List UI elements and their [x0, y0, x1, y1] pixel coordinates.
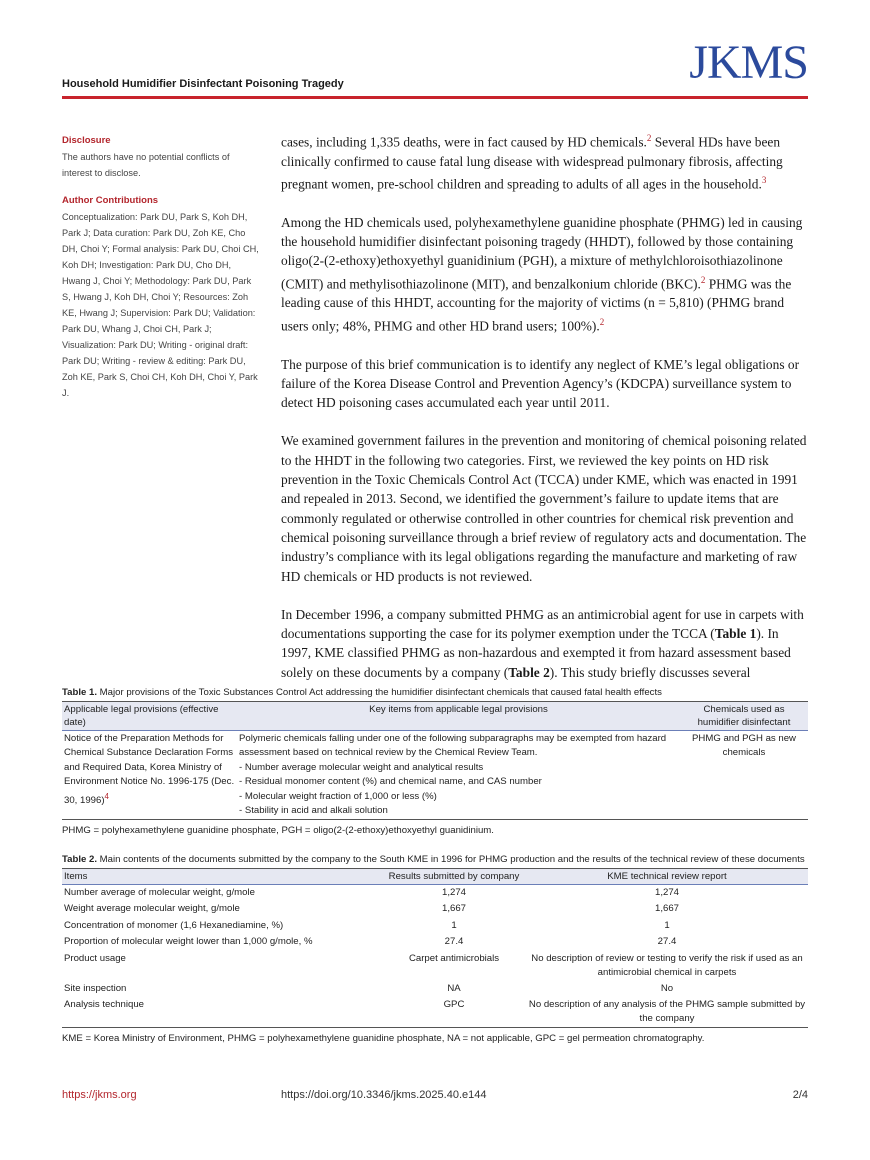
main-text: [281, 129, 808, 701]
table-2-caption: Table 2. Main contents of the documents submitted by the company to the South KME in 1996 for PHMG production and the results of the technical review of these documents: [62, 854, 805, 865]
table-1-cell: Polymeric chemicals falling under one of the following subparagraphs may be exempted from hazard assessment based on technical review by the Chemical Review Team. - Number average molecular weight and analytical results - Residual monomer content (%) and chemical name, and CAS number - Molecular weight fraction of 1,000 or less (%) - Stability in acid and alkali solution: [237, 731, 680, 820]
table-1-caption: Table 1. Major provisions of the Toxic Substances Control Act addressing the humidifier disinfectant chemicals that caused fatal health effects: [62, 687, 662, 698]
header-rule: [62, 96, 808, 99]
table-row: Site inspection NA No: [64, 982, 674, 994]
table-1-footnote: PHMG = polyhexamethylene guanidine phosphate, PGH = oligo(2-(2-ethoxy)ethoxyethyl guanidinium.: [62, 825, 494, 837]
table-row: Weight average molecular weight, g/mole 1,667 1,667: [64, 903, 679, 915]
doi-link[interactable]: https://doi.org/10.3346/jkms.2025.40.e144: [281, 1089, 487, 1101]
table-2: [62, 853, 808, 1044]
table-2-header: Items: [62, 869, 382, 885]
running-title: Household Humidifier Disinfectant Poisoning Tragedy: [62, 78, 344, 90]
paragraph-3: The purpose of this brief communication is to identify any neglect of KME’s legal obligations or failure of the Korea Disease Control and Prevention Agency’s (KDCPA) surveillance system to detect HD poisoning cases accumulated each year until 2011.: [281, 356, 800, 411]
paragraph-5: In December 1996, a company submitted PHMG as an antimicrobial agent for use in carpets with documentations supporting the case for its polymer exemption under the TCCA (Table 1). In 1997, KME classified PHMG as non-hazardous and exempted it from hazard assessment based solely on these documents by a company (Table 2). This study briefly discusses several: [281, 606, 804, 680]
table-1-cell: PHMG and PGH as new chemicals: [680, 731, 808, 820]
table-1-link[interactable]: Table 1: [714, 626, 757, 642]
paragraph-1: cases, including 1,335 deaths, were in fact caused by HD chemicals.$^2$ Several HDs have been clinically confirmed to cause fatal lung disease with widespread pulmonary fibrosis, affecting pregnant women, pre-school children and spreading to adults of all ages in the household.$^3$: [281, 133, 783, 192]
paragraph-4: We examined government failures in the prevention and monitoring of chemical poisoning related to the HHDT in the following two categories. First, we reviewed the key points on HD risk prevention in the Toxic Chemicals Control Act (TCCA) under KME, which was enacted in 1991 and repealed in 2013. Second, we identified the government’s failure to update items that are commonly regulated or otherwise controlled in other countries for chemical risk prevention and chemical poisoning surveillance through a brief review of regulatory acts and documentation. The industry’s compliance with its legal obligations regarding the manufacture and marketing of raw HD chemicals or HD products is not reviewed.: [281, 433, 807, 584]
table-row: Concentration of monomer (1,6 Hexanediamine, %) 1 1: [64, 919, 670, 931]
page-header: [62, 38, 808, 102]
table-1-header: Key items from applicable legal provisions: [237, 702, 680, 731]
disclosure-text: The authors have no potential conflicts of interest to disclose.: [62, 152, 230, 178]
page-number: 2/4: [792, 1089, 808, 1101]
table-row: Proportion of molecular weight lower than 1,000 g/mole, % 27.4 27.4: [64, 936, 677, 948]
citation-link[interactable]: 2: [599, 316, 605, 327]
citation-link[interactable]: 4: [104, 791, 109, 801]
table-1-cell: Notice of the Preparation Methods for Chemical Substance Declaration Forms and Required Data, Korea Ministry of Environment Notice No. 1996-175 (Dec. 30, 1996)$^4$: [62, 731, 237, 820]
table-row: Product usage Carpet antimicrobials No description of review or testing to verify the risk if used as an antimicrobial chemical in carpets: [64, 952, 803, 978]
table-1-header: Applicable legal provisions (effective date): [62, 702, 237, 731]
table-2-header: Results submitted by company: [382, 869, 526, 885]
contributions-text: Conceptualization: Park DU, Park S, Koh DH, Park J; Data curation: Park DU, Zoh KE, Cho DH, Choi Y; Formal analysis: Park DU, Choi CH, Koh DH; Investigation: Park DU, Cho DH, Hwang J, Choi Y; Methodology: Park DU, Park S, Hwang J, Koh DH, Choi Y; Resources: Zoh KE, Hwang J; Supervision: Park DU; Validation: Park DU, Whang J, Choi CH, Park J; Visualization: Park DU; Writing - original draft: Park DU; Writing - review & editing: Park DU, Zoh KE, Park S, Choi CH, Koh DH, Choi Y, Park J.: [62, 212, 259, 398]
sidebar: [62, 133, 262, 413]
paragraph-2: Among the HD chemicals used, polyhexamethylene guanidine phosphate (PHMG) led in causing the household humidifier disinfectant poisoning tragedy (HHDT), followed by those containing oligo(2-(2-ethoxy)ethoxyethyl guanidinium (PGH), a mixture of methylchloroisothiazolinone (CMIT) and methylisothiazolinone (MIT), and benzalkonium chloride (BKC).$^2$ PHMG was the leading cause of this HHDT, accounting for the majority of victims (n = 5,810) (PHMG brand users only; 48%, PHMG and other HD brand users; 100%).$^2$: [281, 214, 803, 334]
table-row: Analysis technique GPC No description of any analysis of the PHMG sample submitted by the company: [62, 997, 808, 1028]
table-2-header: KME technical review report: [526, 869, 808, 885]
table-row: Number average of molecular weight, g/mole 1,274 1,274: [64, 887, 679, 898]
citation-link[interactable]: 3: [761, 175, 767, 186]
citation-link[interactable]: 2: [646, 133, 652, 143]
table-2-footnote: KME = Korea Ministry of Environment, PHMG = polyhexamethylene guanidine phosphate, NA = not applicable, GPC = gel permeation chromatography.: [62, 1033, 705, 1045]
table-1: [62, 686, 808, 836]
journal-logo: JKMS: [689, 36, 808, 89]
disclosure-heading: Disclosure: [62, 135, 111, 146]
citation-link[interactable]: 2: [700, 274, 706, 285]
journal-url-link[interactable]: https://jkms.org: [62, 1089, 137, 1101]
contributions-heading: Author Contributions: [62, 195, 159, 206]
table-1-header: Chemicals used as humidifier disinfectant: [680, 702, 808, 731]
table-2-link[interactable]: Table 2: [508, 664, 550, 680]
